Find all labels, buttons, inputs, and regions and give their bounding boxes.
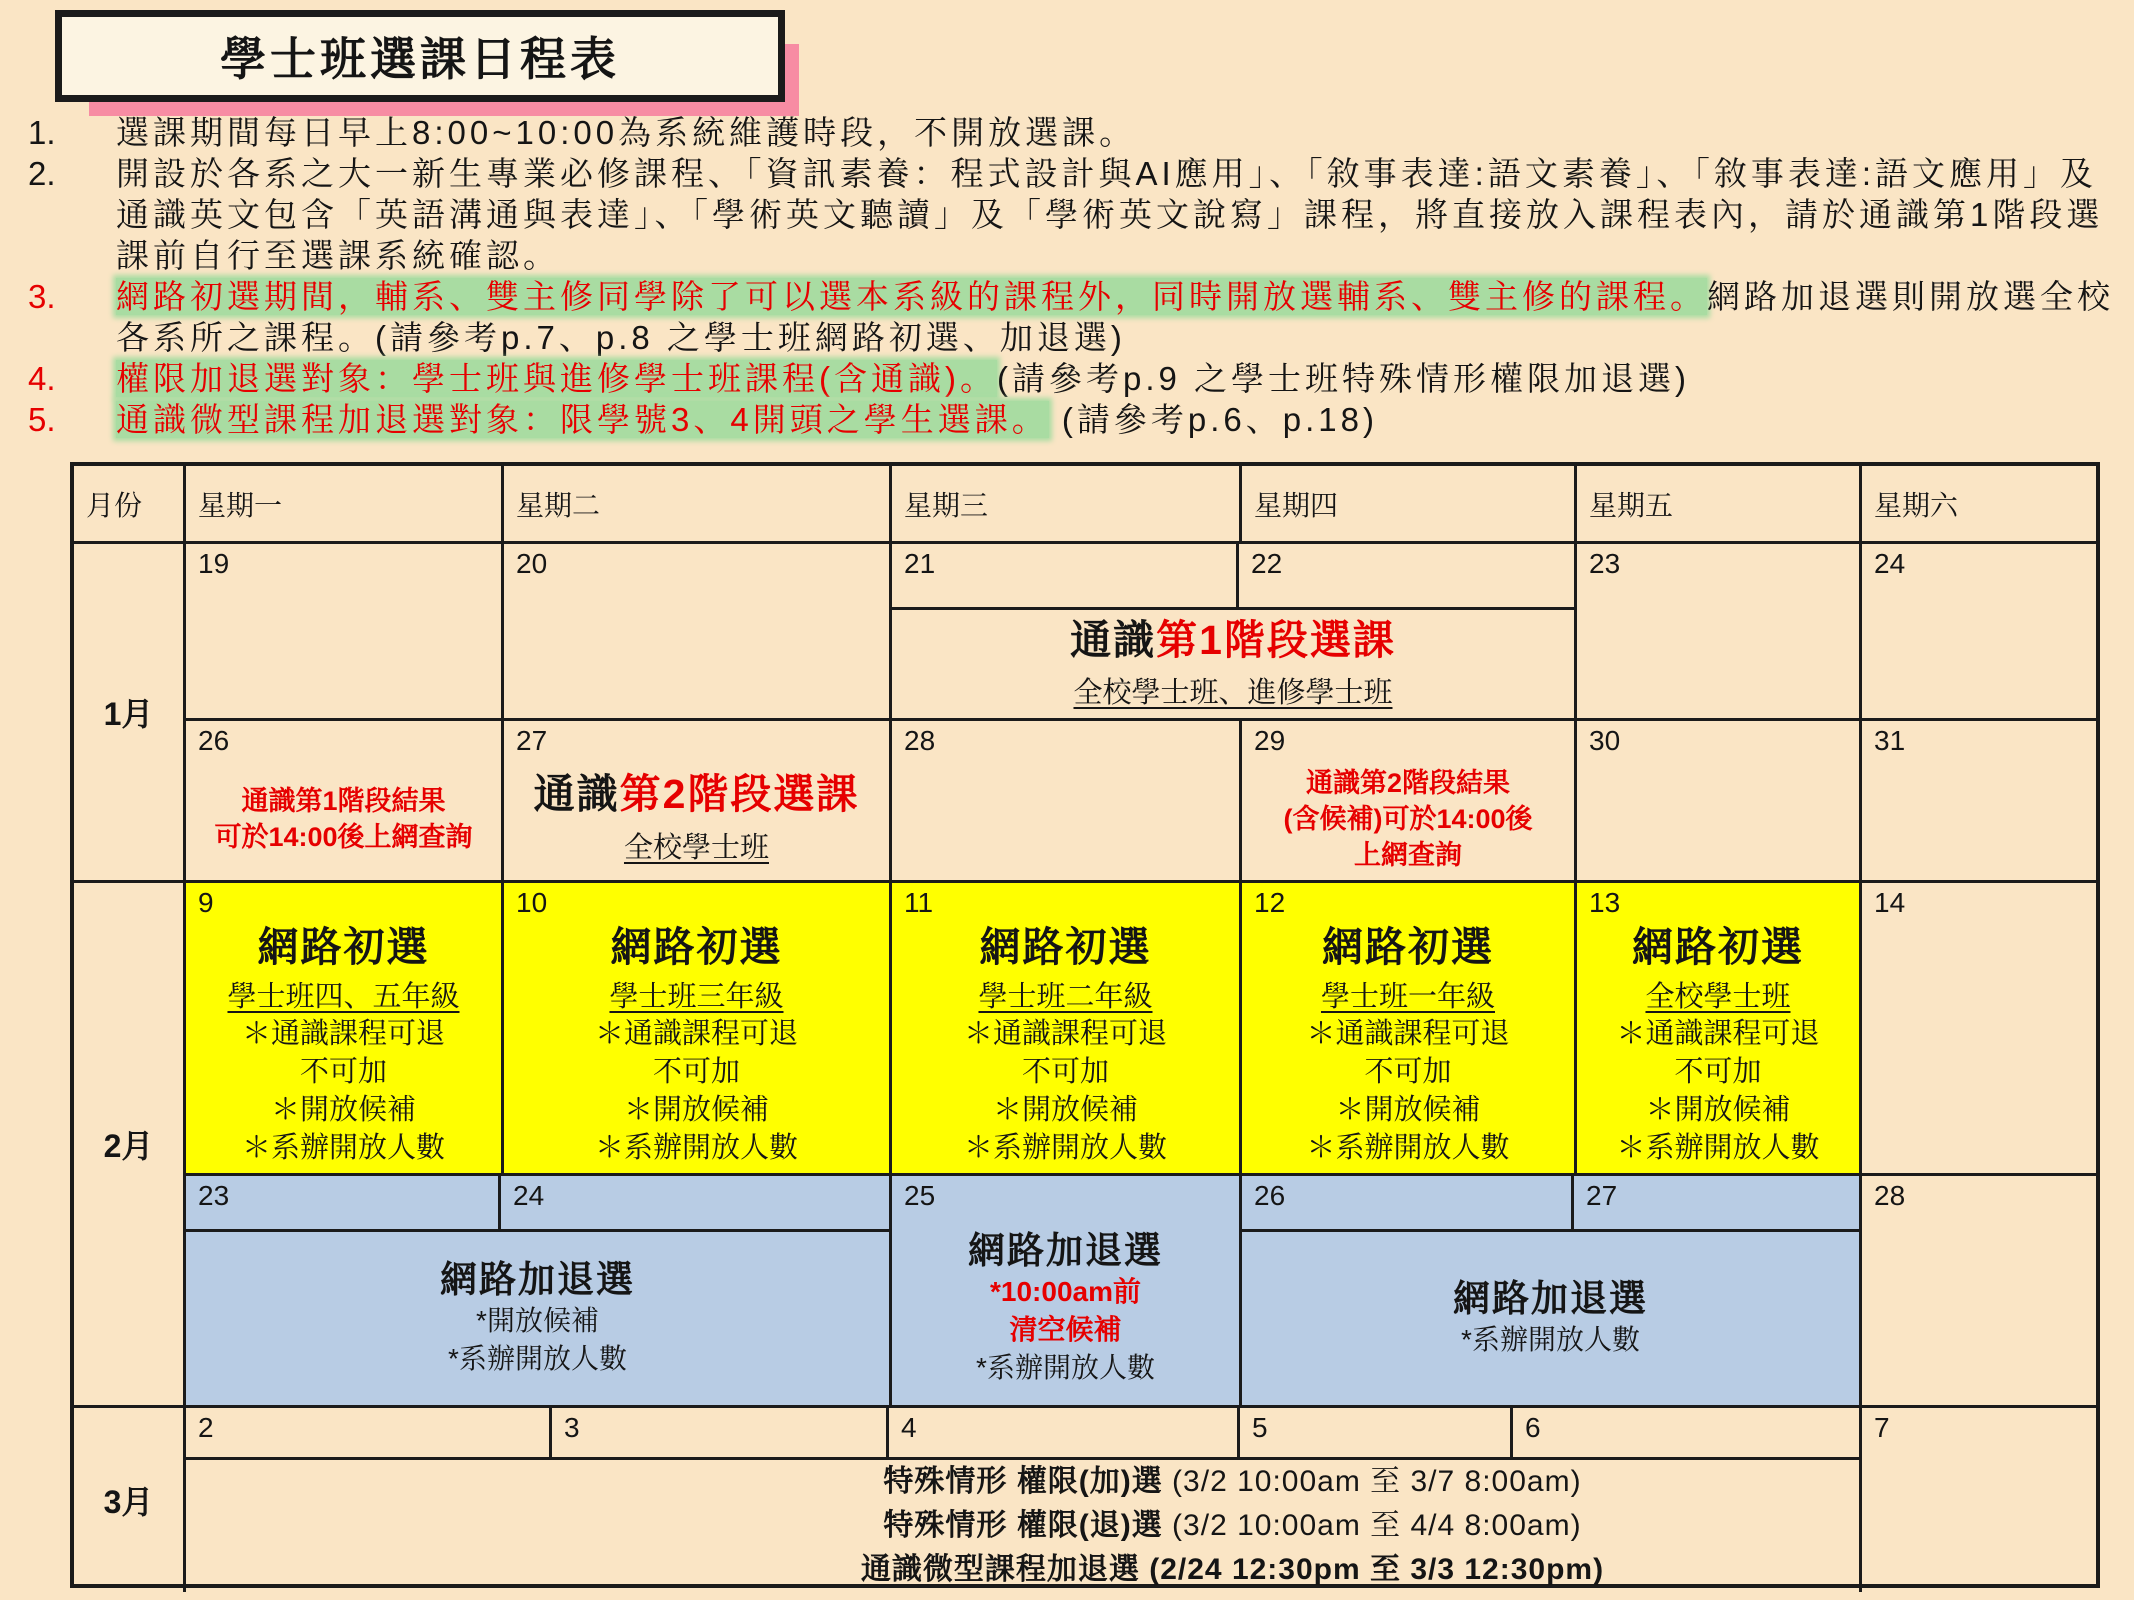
event-bullet: ＊通識課程可退 bbox=[241, 1018, 445, 1051]
date-feb-25: 25 bbox=[904, 1180, 936, 1211]
date-cell-mar-5 bbox=[1240, 1408, 1513, 1457]
event-title: 網路初選 bbox=[1632, 923, 1804, 970]
event-bullet: *系辦開放人數 bbox=[1461, 1323, 1640, 1355]
note-1 bbox=[28, 112, 2120, 153]
event-bullet: *系辦開放人數 bbox=[976, 1351, 1155, 1383]
slide-title-box bbox=[55, 10, 785, 102]
event-permission-drop-time: (3/2 10:00am 至 4/4 8:00am) bbox=[1162, 1509, 1582, 1542]
event-stage2-result-line3: 上網查詢 bbox=[1354, 839, 1462, 870]
event-target: 學士班三年級 bbox=[609, 981, 784, 1014]
event-stage2-result-line2: (含候補)可於14:00後 bbox=[1283, 803, 1533, 834]
cell-jan-24 bbox=[1862, 544, 2096, 721]
cell-jan-19 bbox=[186, 544, 504, 721]
event-ge-stage1 bbox=[892, 610, 1574, 718]
event-title: 網路初選 bbox=[979, 923, 1152, 970]
date-cell-mar-2 bbox=[186, 1408, 552, 1457]
date-feb-27: 27 bbox=[1586, 1180, 1618, 1211]
event-bullet: ＊通識課程可退 bbox=[963, 1018, 1167, 1051]
date-cell-jan-22 bbox=[1239, 544, 1574, 607]
event-title: 網路加退選 bbox=[1453, 1278, 1648, 1320]
event-stage1-result-line2: 可於14:00後上網查詢 bbox=[214, 821, 473, 852]
date-feb-11: 11 bbox=[904, 887, 934, 918]
event-bullet: ＊開放候補 bbox=[992, 1094, 1138, 1127]
cell-feb-12-flow bbox=[1242, 883, 1574, 1173]
event-add-drop-thu-fri bbox=[1242, 1232, 1859, 1405]
event-stage2-result-line1: 通識第2階段結果 bbox=[1305, 767, 1511, 798]
date-jan-19: 19 bbox=[198, 548, 230, 579]
cell-feb-26-27-add-drop bbox=[1242, 1176, 1862, 1408]
note-5-number: 5. bbox=[28, 401, 56, 438]
event-target: 學士班二年級 bbox=[978, 981, 1153, 1014]
date-cell-feb-24 bbox=[501, 1176, 889, 1229]
cell-jan-29-flow bbox=[1242, 721, 1574, 880]
note-3 bbox=[28, 276, 2120, 358]
cell-feb-28 bbox=[1862, 1176, 2096, 1408]
event-title: 網路加退選 bbox=[440, 1259, 635, 1301]
event-ge-stage2-scope: 全校學士班 bbox=[623, 831, 769, 864]
date-jan-26: 26 bbox=[198, 725, 230, 756]
cell-mar-2-6-special-permission bbox=[186, 1408, 1862, 1592]
event-bullet: ＊系辦開放人數 bbox=[241, 1132, 445, 1165]
event-micro-course-label: 通識微型課程加退選 bbox=[860, 1553, 1140, 1586]
cell-feb-23-24-add-drop bbox=[186, 1176, 892, 1408]
note-3-number: 3. bbox=[28, 278, 56, 315]
date-feb-24: 24 bbox=[513, 1180, 545, 1211]
event-red-note-line1: *10:00am前 bbox=[990, 1275, 1141, 1307]
cell-feb-25-add-drop bbox=[892, 1176, 1242, 1408]
cell-jan-23 bbox=[1577, 544, 1862, 721]
note-4-highlight: 權限加退選對象：學士班與進修學士班課程(含通識)。 bbox=[116, 360, 997, 397]
event-bullet: 不可加 bbox=[1674, 1056, 1762, 1089]
cell-feb-13-flow bbox=[1577, 883, 1859, 1173]
event-permission-drop bbox=[883, 1504, 1581, 1548]
cell-jan-27-ge-stage2 bbox=[504, 721, 892, 883]
event-bullet: ＊開放候補 bbox=[623, 1094, 769, 1127]
event-ge-stage2-title-black: 通識 bbox=[533, 771, 620, 818]
event-ge-stage2-title-red: 第2階段選課 bbox=[619, 771, 860, 818]
date-jan-24: 24 bbox=[1874, 548, 1906, 579]
date-cell-feb-27 bbox=[1574, 1176, 1859, 1229]
date-cell-mar-4 bbox=[889, 1408, 1240, 1457]
notes-list bbox=[28, 112, 2120, 440]
event-target: 學士班四、五年級 bbox=[227, 981, 460, 1014]
col-header-tuesday: 星期二 bbox=[504, 466, 892, 544]
note-2 bbox=[28, 153, 2120, 276]
note-2-text: 開設於各系之大一新生專業必修課程、「資訊素養：程式設計與AI應用」、「敘事表達:語文素養」、「敘事表達:語文應用」及通識英文包含「英語溝通與表達」、「學術英文聽讀」及「學術英文說寫」課程，將直接放入課程表內，請於通識第1階段選課前自行至選課系統確認。 bbox=[116, 155, 2104, 274]
date-feb-9: 9 bbox=[198, 887, 214, 918]
date-cell-mar-6 bbox=[1513, 1408, 1859, 1457]
event-permission-add-time: (3/2 10:00am 至 3/7 8:00am) bbox=[1162, 1465, 1582, 1498]
note-3-plain: 網路加退選則開放選全校各系所之課程。(請參考p.7、p.8 之學士班網路初選、加退選) bbox=[116, 278, 2114, 356]
event-bullet: 不可加 bbox=[1021, 1056, 1109, 1089]
month-label-march: 3月 bbox=[74, 1408, 186, 1592]
col-header-friday: 星期五 bbox=[1577, 466, 1862, 544]
cell-feb-10-flow bbox=[504, 883, 889, 1173]
event-title: 網路加退選 bbox=[968, 1230, 1163, 1272]
date-cell-feb-26 bbox=[1242, 1176, 1574, 1229]
date-feb-10: 10 bbox=[516, 887, 548, 918]
cell-feb-13-initial-selection bbox=[1577, 883, 1862, 1176]
cell-feb-14 bbox=[1862, 883, 2096, 1176]
month-label-february: 2月 bbox=[74, 883, 186, 1408]
note-3-text bbox=[116, 276, 2120, 358]
date-jan-27: 27 bbox=[516, 725, 548, 756]
event-add-drop-wed bbox=[892, 1212, 1239, 1405]
note-5-highlight: 通識微型課程加退選對象：限學號3、4開頭之學生選課。 bbox=[116, 401, 1049, 438]
cell-feb-9-initial-selection bbox=[186, 883, 504, 1176]
event-permission-add bbox=[883, 1460, 1581, 1504]
cell-jan-26-stage1-result bbox=[186, 721, 504, 883]
date-jan-22: 22 bbox=[1251, 548, 1283, 579]
event-micro-course-time: (2/24 12:30pm 至 3/3 12:30pm) bbox=[1139, 1553, 1605, 1586]
date-jan-20: 20 bbox=[516, 548, 548, 579]
date-cell-feb-23 bbox=[186, 1176, 501, 1229]
event-initial-selection-y3 bbox=[504, 919, 889, 1173]
event-ge-stage1-title bbox=[1070, 617, 1396, 664]
date-jan-31: 31 bbox=[1874, 725, 1906, 756]
col-header-monday: 星期一 bbox=[186, 466, 504, 544]
event-ge-stage1-title-black: 通識 bbox=[1070, 616, 1157, 663]
event-target: 學士班一年級 bbox=[1320, 981, 1495, 1014]
date-mar-5: 5 bbox=[1252, 1412, 1268, 1443]
note-4-plain: (請參考p.9 之學士班特殊情形權限加退選) bbox=[996, 360, 1691, 397]
cell-feb-11-flow bbox=[892, 883, 1239, 1173]
col-header-saturday: 星期六 bbox=[1862, 466, 2096, 544]
course-calendar-table bbox=[70, 462, 2100, 1588]
cell-feb-10-initial-selection bbox=[504, 883, 892, 1176]
date-mar-7: 7 bbox=[1874, 1412, 1890, 1443]
event-bullet: *系辦開放人數 bbox=[448, 1342, 627, 1374]
date-mar-3: 3 bbox=[564, 1412, 580, 1443]
date-jan-21: 21 bbox=[904, 548, 936, 579]
event-bullet: ＊系辦開放人數 bbox=[1616, 1132, 1820, 1165]
event-stage1-result bbox=[186, 757, 501, 880]
date-strip-feb-23-24 bbox=[186, 1176, 889, 1232]
note-1-number: 1. bbox=[28, 114, 56, 151]
cell-feb-11-initial-selection bbox=[892, 883, 1242, 1176]
date-strip-feb-26-27 bbox=[1242, 1176, 1859, 1232]
cell-jan-28 bbox=[892, 721, 1242, 883]
date-jan-28: 28 bbox=[904, 725, 936, 756]
date-feb-12: 12 bbox=[1254, 887, 1286, 918]
note-3-highlight: 網路初選期間，輔系、雙主修同學除了可以選本系級的課程外，同時開放選輔系、雙主修的課程。 bbox=[116, 278, 1707, 315]
date-mar-4: 4 bbox=[901, 1412, 917, 1443]
event-micro-course-add-drop bbox=[861, 1548, 1604, 1592]
event-title: 網路初選 bbox=[1322, 923, 1494, 970]
event-add-drop-mon-tue bbox=[186, 1232, 889, 1405]
event-ge-stage1-scope: 全校學士班、進修學士班 bbox=[1073, 677, 1393, 710]
event-bullet: 不可加 bbox=[299, 1056, 387, 1089]
cell-jan-29-stage2-result bbox=[1242, 721, 1577, 883]
col-header-thursday: 星期四 bbox=[1242, 466, 1577, 544]
event-permission-drop-label: 特殊情形 權限(退)選 bbox=[883, 1509, 1163, 1542]
date-cell-mar-3 bbox=[552, 1408, 889, 1457]
note-1-text: 選課期間每日早上8:00~10:00為系統維護時段，不開放選課。 bbox=[116, 114, 1137, 151]
date-strip-mar-2-6 bbox=[186, 1408, 1859, 1460]
page-title: 學士班選課日程表 bbox=[220, 33, 620, 85]
event-title: 網路初選 bbox=[257, 923, 430, 970]
date-feb-28: 28 bbox=[1874, 1180, 1906, 1211]
cell-jan-21-22-ge-stage1 bbox=[892, 544, 1577, 721]
event-permission-add-label: 特殊情形 權限(加)選 bbox=[883, 1465, 1163, 1498]
event-ge-stage2 bbox=[504, 757, 889, 880]
note-2-number: 2. bbox=[28, 155, 56, 192]
event-ge-stage2-title bbox=[534, 771, 860, 818]
cell-feb-9-flow bbox=[186, 883, 501, 1173]
event-bullet: ＊通識課程可退 bbox=[594, 1018, 798, 1051]
event-red-note-line2: 清空候補 bbox=[1009, 1313, 1122, 1345]
cell-jan-26-flow bbox=[186, 721, 501, 880]
event-initial-selection-y2 bbox=[892, 919, 1239, 1173]
note-4-number: 4. bbox=[28, 360, 56, 397]
cell-jan-20 bbox=[504, 544, 892, 721]
event-ge-stage1-title-red: 第1階段選課 bbox=[1156, 616, 1396, 663]
cell-jan-31 bbox=[1862, 721, 2096, 883]
cell-jan-30 bbox=[1577, 721, 1862, 883]
date-feb-14: 14 bbox=[1874, 887, 1906, 918]
event-initial-selection-all bbox=[1577, 919, 1859, 1173]
date-cell-jan-21 bbox=[892, 544, 1239, 607]
event-bullet: *開放候補 bbox=[476, 1304, 599, 1336]
event-initial-selection-y1 bbox=[1242, 919, 1574, 1173]
note-4-text bbox=[116, 358, 2120, 399]
note-4 bbox=[28, 358, 2120, 399]
event-bullet: ＊通識課程可退 bbox=[1306, 1018, 1510, 1051]
date-strip-jan-21-22 bbox=[892, 544, 1574, 610]
event-initial-selection-y4y5 bbox=[186, 919, 501, 1173]
note-5-text bbox=[116, 399, 2120, 440]
event-special-permission bbox=[186, 1460, 1859, 1592]
event-stage1-result-line1: 通識第1階段結果 bbox=[241, 785, 446, 816]
event-bullet: ＊開放候補 bbox=[1335, 1094, 1481, 1127]
event-bullet: ＊開放候補 bbox=[270, 1094, 416, 1127]
month-label-january: 1月 bbox=[74, 544, 186, 883]
col-header-wednesday: 星期三 bbox=[892, 466, 1242, 544]
cell-feb-25-flow bbox=[892, 1176, 1239, 1405]
event-bullet: ＊系辦開放人數 bbox=[1306, 1132, 1510, 1165]
cell-feb-12-initial-selection bbox=[1242, 883, 1577, 1176]
event-bullet: ＊開放候補 bbox=[1645, 1094, 1791, 1127]
event-title: 網路初選 bbox=[610, 923, 783, 970]
col-header-month: 月份 bbox=[74, 466, 186, 544]
date-feb-13: 13 bbox=[1589, 887, 1621, 918]
event-bullet: 不可加 bbox=[1364, 1056, 1452, 1089]
cell-mar-7 bbox=[1862, 1408, 2096, 1592]
date-jan-30: 30 bbox=[1589, 725, 1621, 756]
cell-jan-27-flow bbox=[504, 721, 889, 880]
event-bullet: 不可加 bbox=[652, 1056, 740, 1089]
date-feb-26: 26 bbox=[1254, 1180, 1286, 1211]
event-bullet: ＊系辦開放人數 bbox=[594, 1132, 798, 1165]
event-bullet: ＊系辦開放人數 bbox=[963, 1132, 1167, 1165]
date-jan-23: 23 bbox=[1589, 548, 1621, 579]
event-target: 全校學士班 bbox=[1645, 981, 1791, 1014]
date-mar-6: 6 bbox=[1525, 1412, 1541, 1443]
event-stage2-result bbox=[1242, 757, 1574, 880]
event-bullet: ＊通識課程可退 bbox=[1616, 1018, 1820, 1051]
date-feb-23: 23 bbox=[198, 1180, 230, 1211]
note-5-plain: (請參考p.6、p.18) bbox=[1048, 401, 1378, 438]
note-5 bbox=[28, 399, 2120, 440]
date-jan-29: 29 bbox=[1254, 725, 1286, 756]
date-mar-2: 2 bbox=[198, 1412, 214, 1443]
